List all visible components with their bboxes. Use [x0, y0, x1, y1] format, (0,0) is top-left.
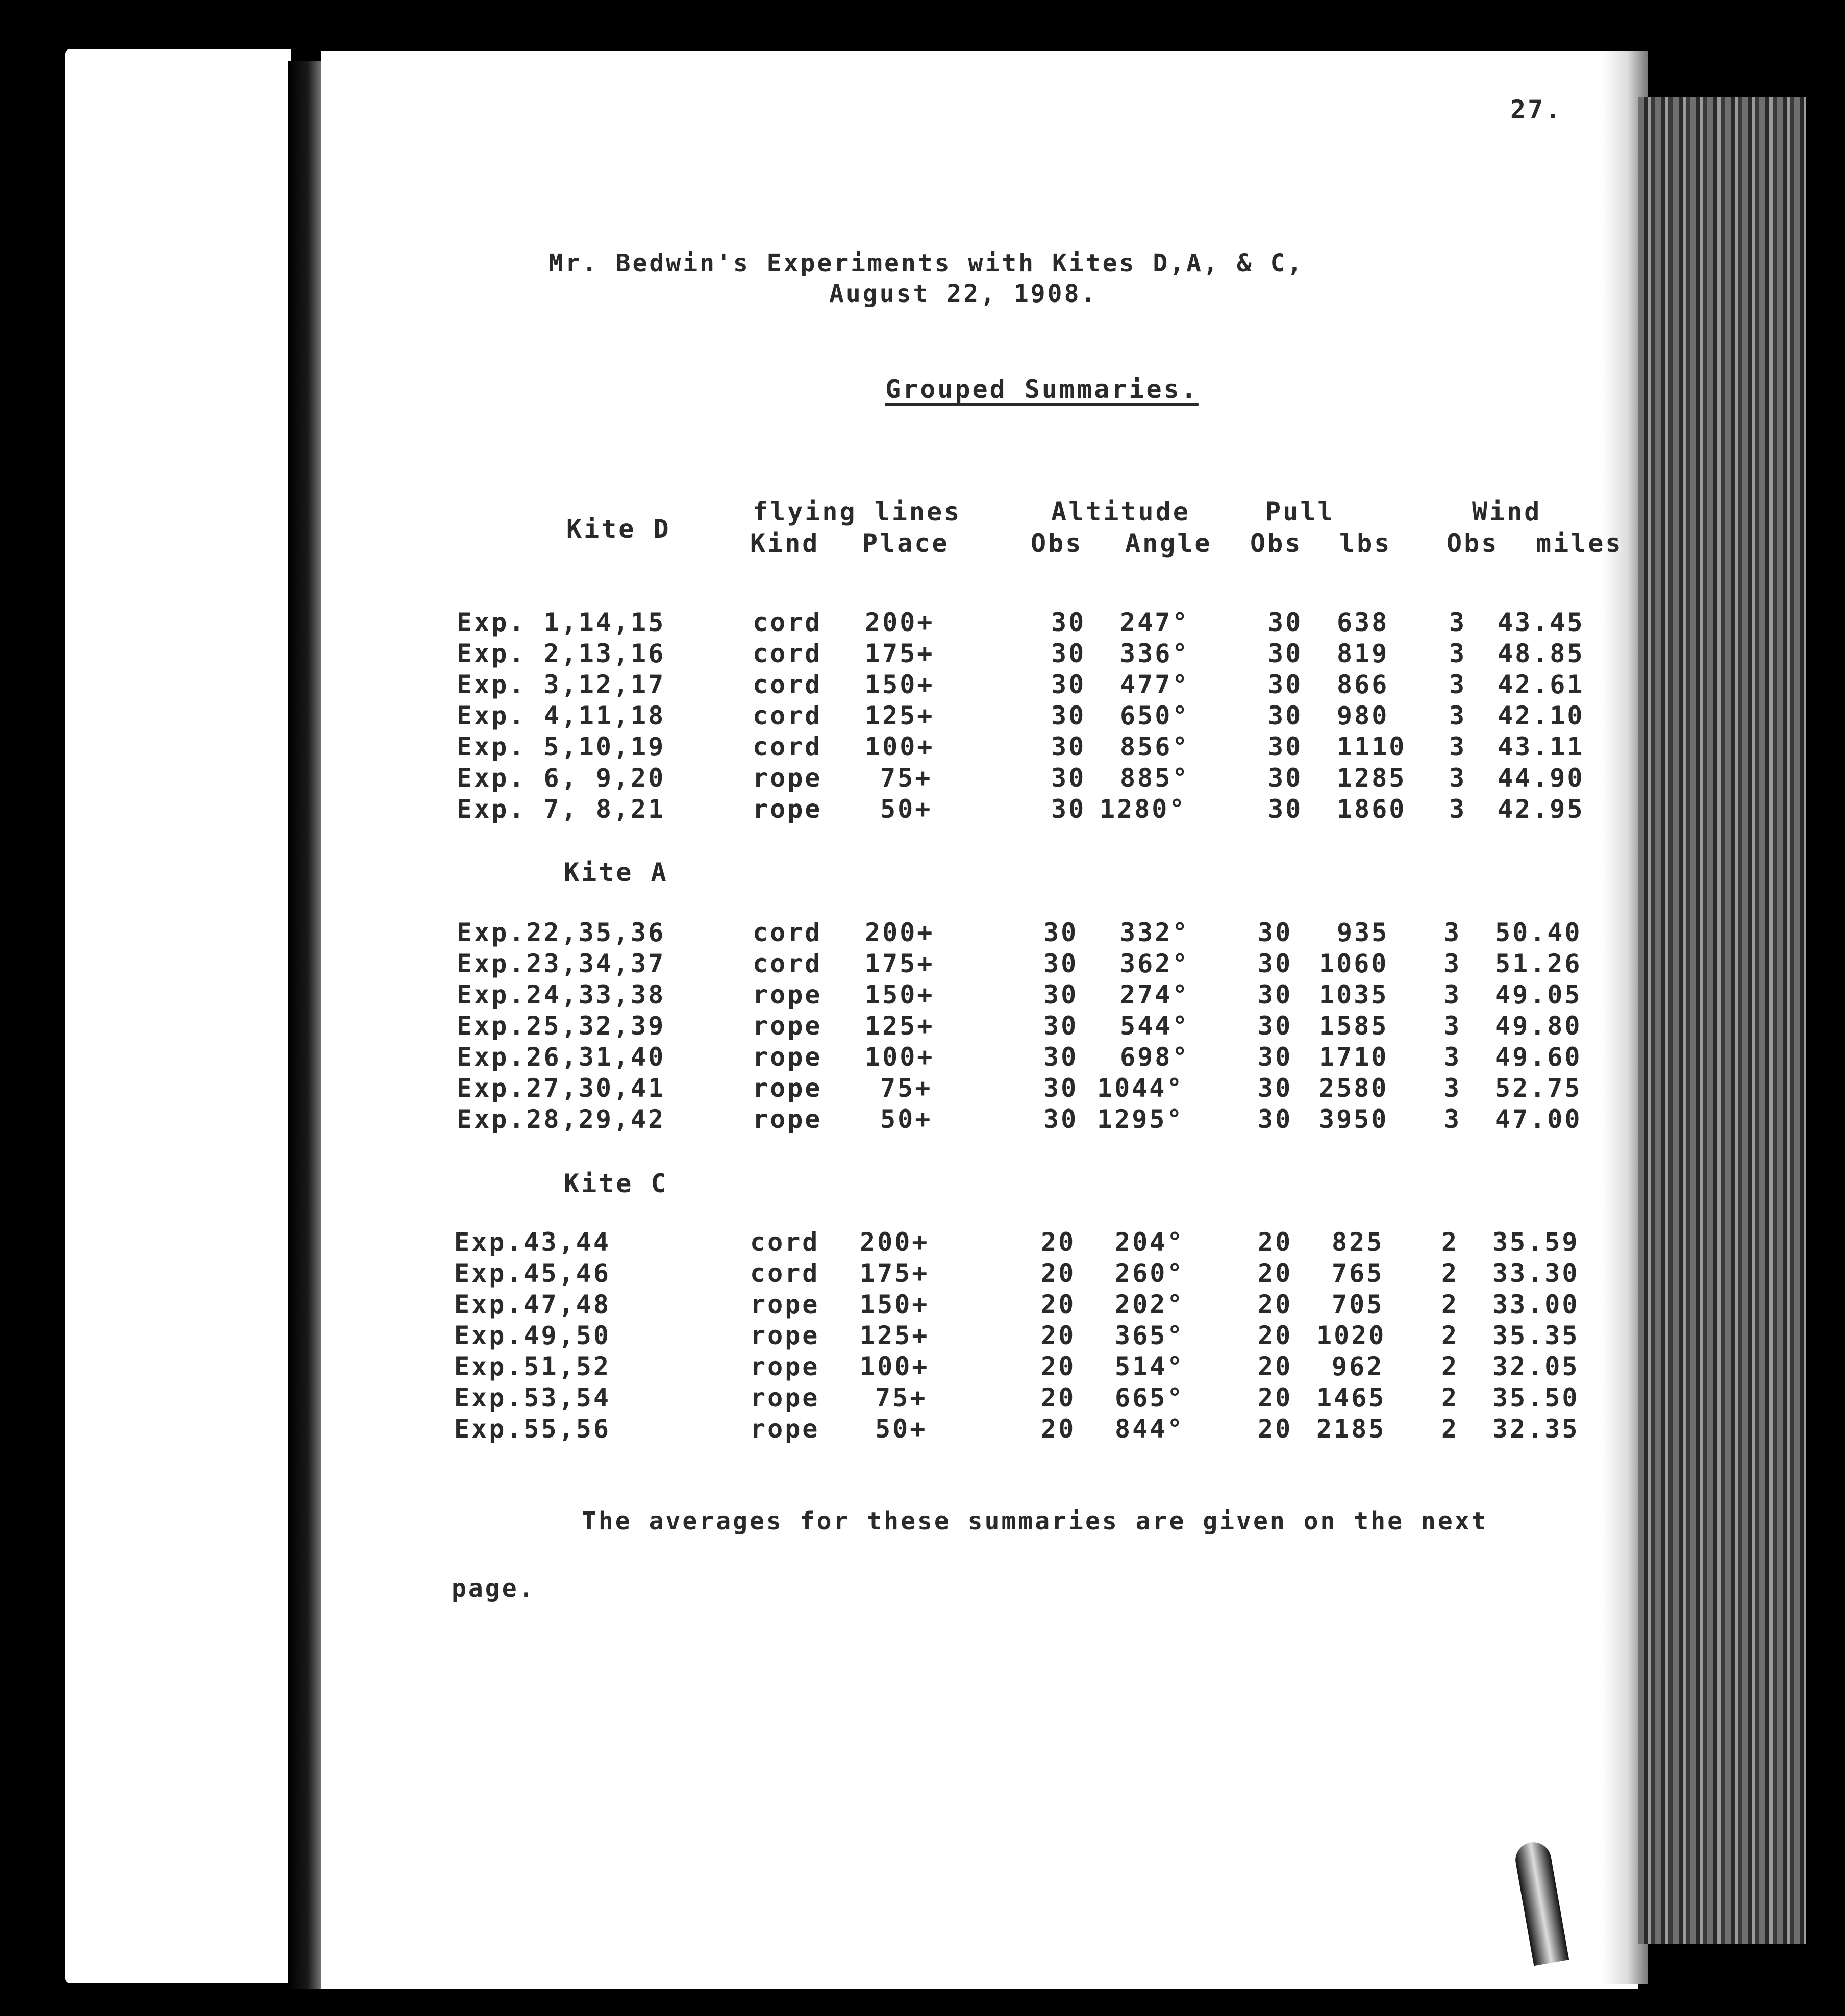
angle-cell: 514°	[1115, 1352, 1185, 1381]
alt-obs-cell: 30	[1043, 1073, 1079, 1103]
exp-cell: Exp.51,52	[454, 1352, 611, 1381]
kind-cell: cord	[753, 918, 822, 947]
angle-cell: 260°	[1115, 1258, 1185, 1288]
place-cell: 175+	[865, 639, 935, 668]
place-cell: 125+	[865, 1011, 935, 1041]
place-cell: 175+	[860, 1258, 930, 1288]
exp-cell: Exp.55,56	[454, 1414, 611, 1444]
miles-cell: 43.45	[1498, 608, 1585, 637]
lbs-cell: 980	[1337, 701, 1389, 730]
miles-cell: 32.35	[1492, 1414, 1580, 1444]
miles-cell: 51.26	[1495, 949, 1582, 978]
exp-cell: Exp.49,50	[454, 1321, 611, 1350]
group-label-kite-c: Kite C	[564, 1169, 668, 1198]
place-cell: 75+	[875, 1383, 928, 1413]
lbs-cell: 638	[1337, 608, 1389, 637]
book-page-edges	[1638, 97, 1806, 1944]
wind-obs-cell: 3	[1444, 1104, 1462, 1134]
alt-obs-cell: 20	[1041, 1290, 1076, 1319]
wind-obs-cell: 3	[1444, 1011, 1462, 1041]
exp-cell: Exp. 5,10,19	[457, 732, 666, 762]
alt-obs-cell: 30	[1043, 1104, 1079, 1134]
wind-obs-cell: 3	[1449, 639, 1467, 668]
pull-obs-cell: 30	[1258, 980, 1293, 1010]
lbs-cell: 1465	[1316, 1383, 1386, 1413]
kind-cell: cord	[750, 1258, 820, 1288]
lbs-cell: 1110	[1337, 732, 1407, 762]
wind-obs-cell: 3	[1444, 1073, 1462, 1103]
place-cell: 200+	[865, 608, 935, 637]
kind-cell: rope	[750, 1352, 820, 1381]
lbs-cell: 935	[1337, 918, 1389, 947]
kind-cell: rope	[753, 1073, 822, 1103]
angle-cell: 885°	[1120, 763, 1190, 793]
alt-obs-cell: 30	[1051, 670, 1086, 699]
header-lbs: lbs	[1339, 528, 1392, 558]
kind-cell: cord	[753, 701, 822, 730]
place-cell: 125+	[865, 701, 935, 730]
wind-obs-cell: 2	[1441, 1290, 1459, 1319]
angle-cell: 856°	[1120, 732, 1190, 762]
header-kind: Kind	[750, 528, 820, 558]
angle-cell: 544°	[1120, 1011, 1190, 1041]
exp-cell: Exp.25,32,39	[457, 1011, 666, 1041]
header-angle: Angle	[1125, 528, 1212, 558]
miles-cell: 35.59	[1492, 1227, 1580, 1257]
miles-cell: 42.10	[1498, 701, 1585, 730]
header-alt-obs: Obs	[1031, 528, 1083, 558]
kind-cell: rope	[750, 1383, 820, 1413]
pull-obs-cell: 30	[1258, 1104, 1293, 1134]
kind-cell: rope	[753, 794, 822, 824]
angle-cell: 365°	[1115, 1321, 1185, 1350]
alt-obs-cell: 30	[1043, 949, 1079, 978]
wind-obs-cell: 3	[1444, 1042, 1462, 1072]
group-label-kite-a: Kite A	[564, 858, 668, 887]
angle-cell: 1044°	[1097, 1073, 1184, 1103]
header-place: Place	[862, 528, 950, 558]
pull-obs-cell: 30	[1258, 1073, 1293, 1103]
miles-cell: 48.85	[1498, 639, 1585, 668]
exp-cell: Exp. 4,11,18	[457, 701, 666, 730]
kind-cell: rope	[750, 1290, 820, 1319]
miles-cell: 42.61	[1498, 670, 1585, 699]
angle-cell: 1280°	[1100, 794, 1187, 824]
alt-obs-cell: 20	[1041, 1414, 1076, 1444]
place-cell: 100+	[865, 1042, 935, 1072]
group-label-kite-d: Kite D	[566, 514, 671, 544]
lbs-cell: 1060	[1319, 949, 1389, 978]
exp-cell: Exp. 3,12,17	[457, 670, 666, 699]
wind-obs-cell: 2	[1441, 1227, 1459, 1257]
place-cell: 150+	[865, 670, 935, 699]
title-line-1: Mr. Bedwin's Experiments with Kites D,A, & C,	[548, 249, 1304, 278]
place-cell: 50+	[875, 1414, 928, 1444]
angle-cell: 1295°	[1097, 1104, 1184, 1134]
pull-obs-cell: 20	[1258, 1258, 1293, 1288]
miles-cell: 52.75	[1495, 1073, 1582, 1103]
wind-obs-cell: 3	[1449, 763, 1467, 793]
pull-obs-cell: 30	[1268, 763, 1303, 793]
kind-cell: rope	[750, 1321, 820, 1350]
miles-cell: 50.40	[1495, 918, 1582, 947]
place-cell: 100+	[865, 732, 935, 762]
pull-obs-cell: 30	[1268, 732, 1303, 762]
angle-cell: 650°	[1120, 701, 1190, 730]
header-wind: Wind	[1472, 497, 1542, 526]
angle-cell: 202°	[1115, 1290, 1185, 1319]
lbs-cell: 1710	[1319, 1042, 1389, 1072]
pull-obs-cell: 30	[1258, 1011, 1293, 1041]
exp-cell: Exp. 1,14,15	[457, 608, 666, 637]
miles-cell: 33.30	[1492, 1258, 1580, 1288]
wind-obs-cell: 3	[1449, 701, 1467, 730]
kind-cell: rope	[753, 1042, 822, 1072]
header-wind-obs: Obs	[1447, 528, 1499, 558]
alt-obs-cell: 30	[1051, 701, 1086, 730]
lbs-cell: 1285	[1337, 763, 1407, 793]
lbs-cell: 2185	[1316, 1414, 1386, 1444]
angle-cell: 665°	[1115, 1383, 1185, 1413]
wind-obs-cell: 3	[1444, 918, 1462, 947]
wind-obs-cell: 2	[1441, 1414, 1459, 1444]
lbs-cell: 765	[1332, 1258, 1384, 1288]
footer-line-1: The averages for these summaries are given on the next	[582, 1507, 1488, 1535]
miles-cell: 49.80	[1495, 1011, 1582, 1041]
exp-cell: Exp.24,33,38	[457, 980, 666, 1010]
pull-obs-cell: 30	[1268, 670, 1303, 699]
lbs-cell: 1035	[1319, 980, 1389, 1010]
wind-obs-cell: 2	[1441, 1383, 1459, 1413]
kind-cell: rope	[750, 1414, 820, 1444]
place-cell: 175+	[865, 949, 935, 978]
lbs-cell: 1860	[1337, 794, 1407, 824]
pull-obs-cell: 30	[1258, 918, 1293, 947]
miles-cell: 47.00	[1495, 1104, 1582, 1134]
kind-cell: rope	[753, 1011, 822, 1041]
wind-obs-cell: 2	[1441, 1352, 1459, 1381]
wind-obs-cell: 3	[1449, 670, 1467, 699]
alt-obs-cell: 20	[1041, 1352, 1076, 1381]
alt-obs-cell: 30	[1043, 1042, 1079, 1072]
miles-cell: 35.50	[1492, 1383, 1580, 1413]
alt-obs-cell: 30	[1051, 794, 1086, 824]
pull-obs-cell: 30	[1268, 794, 1303, 824]
place-cell: 50+	[880, 794, 933, 824]
lbs-cell: 3950	[1319, 1104, 1389, 1134]
pull-obs-cell: 20	[1258, 1383, 1293, 1413]
angle-cell: 844°	[1115, 1414, 1185, 1444]
alt-obs-cell: 30	[1043, 918, 1079, 947]
exp-cell: Exp.47,48	[454, 1290, 611, 1319]
miles-cell: 33.00	[1492, 1290, 1580, 1319]
pull-obs-cell: 20	[1258, 1290, 1293, 1319]
lbs-cell: 825	[1332, 1227, 1384, 1257]
exp-cell: Exp.53,54	[454, 1383, 611, 1413]
exp-cell: Exp.43,44	[454, 1227, 611, 1257]
place-cell: 75+	[880, 1073, 933, 1103]
alt-obs-cell: 20	[1041, 1258, 1076, 1288]
page-number: 27.	[1510, 95, 1563, 124]
kind-cell: cord	[753, 670, 822, 699]
pull-obs-cell: 30	[1258, 1042, 1293, 1072]
alt-obs-cell: 30	[1051, 763, 1086, 793]
place-cell: 200+	[860, 1227, 930, 1257]
wind-obs-cell: 3	[1449, 732, 1467, 762]
alt-obs-cell: 30	[1043, 1011, 1079, 1041]
kind-cell: cord	[750, 1227, 820, 1257]
place-cell: 125+	[860, 1321, 930, 1350]
angle-cell: 477°	[1120, 670, 1190, 699]
subtitle: Grouped Summaries.	[885, 374, 1199, 404]
place-cell: 150+	[860, 1290, 930, 1319]
miles-cell: 49.60	[1495, 1042, 1582, 1072]
wind-obs-cell: 3	[1444, 980, 1462, 1010]
lbs-cell: 705	[1332, 1290, 1384, 1319]
kind-cell: cord	[753, 639, 822, 668]
angle-cell: 247°	[1120, 608, 1190, 637]
alt-obs-cell: 30	[1051, 608, 1086, 637]
pull-obs-cell: 20	[1258, 1414, 1293, 1444]
exp-cell: Exp. 7, 8,21	[457, 794, 666, 824]
kind-cell: cord	[753, 732, 822, 762]
title-line-2: August 22, 1908.	[829, 280, 1098, 308]
header-pull-obs: Obs	[1250, 528, 1303, 558]
wind-obs-cell: 3	[1444, 949, 1462, 978]
pull-obs-cell: 30	[1268, 701, 1303, 730]
kind-cell: cord	[753, 949, 822, 978]
place-cell: 75+	[880, 763, 933, 793]
facing-page	[65, 49, 291, 1983]
kind-cell: cord	[753, 608, 822, 637]
pull-obs-cell: 30	[1258, 949, 1293, 978]
alt-obs-cell: 30	[1043, 980, 1079, 1010]
lbs-cell: 1585	[1319, 1011, 1389, 1041]
alt-obs-cell: 20	[1041, 1227, 1076, 1257]
miles-cell: 32.05	[1492, 1352, 1580, 1381]
wind-obs-cell: 2	[1441, 1258, 1459, 1288]
miles-cell: 42.95	[1498, 794, 1585, 824]
angle-cell: 362°	[1120, 949, 1190, 978]
exp-cell: Exp.26,31,40	[457, 1042, 666, 1072]
wind-obs-cell: 2	[1441, 1321, 1459, 1350]
miles-cell: 35.35	[1492, 1321, 1580, 1350]
header-flying-lines: flying lines	[753, 497, 962, 526]
header-miles: miles	[1536, 528, 1623, 558]
pull-obs-cell: 30	[1268, 608, 1303, 637]
miles-cell: 44.90	[1498, 763, 1585, 793]
exp-cell: Exp. 6, 9,20	[457, 763, 666, 793]
angle-cell: 274°	[1120, 980, 1190, 1010]
angle-cell: 204°	[1115, 1227, 1185, 1257]
kind-cell: rope	[753, 980, 822, 1010]
lbs-cell: 1020	[1316, 1321, 1386, 1350]
place-cell: 150+	[865, 980, 935, 1010]
place-cell: 50+	[880, 1104, 933, 1134]
pull-obs-cell: 20	[1258, 1227, 1293, 1257]
alt-obs-cell: 20	[1041, 1383, 1076, 1413]
lbs-cell: 962	[1332, 1352, 1384, 1381]
footer-line-2: page.	[452, 1574, 536, 1603]
wind-obs-cell: 3	[1449, 794, 1467, 824]
wind-obs-cell: 3	[1449, 608, 1467, 637]
place-cell: 100+	[860, 1352, 930, 1381]
pull-obs-cell: 20	[1258, 1352, 1293, 1381]
pull-obs-cell: 20	[1258, 1321, 1293, 1350]
lbs-cell: 866	[1337, 670, 1389, 699]
header-pull: Pull	[1265, 497, 1335, 526]
lbs-cell: 2580	[1319, 1073, 1389, 1103]
angle-cell: 698°	[1120, 1042, 1190, 1072]
lbs-cell: 819	[1337, 639, 1389, 668]
alt-obs-cell: 30	[1051, 732, 1086, 762]
pull-obs-cell: 30	[1268, 639, 1303, 668]
place-cell: 200+	[865, 918, 935, 947]
exp-cell: Exp.28,29,42	[457, 1104, 666, 1134]
exp-cell: Exp.23,34,37	[457, 949, 666, 978]
angle-cell: 336°	[1120, 639, 1190, 668]
exp-cell: Exp.22,35,36	[457, 918, 666, 947]
exp-cell: Exp. 2,13,16	[457, 639, 666, 668]
kind-cell: rope	[753, 1104, 822, 1134]
exp-cell: Exp.45,46	[454, 1258, 611, 1288]
angle-cell: 332°	[1120, 918, 1190, 947]
alt-obs-cell: 20	[1041, 1321, 1076, 1350]
kind-cell: rope	[753, 763, 822, 793]
miles-cell: 43.11	[1498, 732, 1585, 762]
header-altitude: Altitude	[1051, 497, 1190, 526]
miles-cell: 49.05	[1495, 980, 1582, 1010]
alt-obs-cell: 30	[1051, 639, 1086, 668]
exp-cell: Exp.27,30,41	[457, 1073, 666, 1103]
